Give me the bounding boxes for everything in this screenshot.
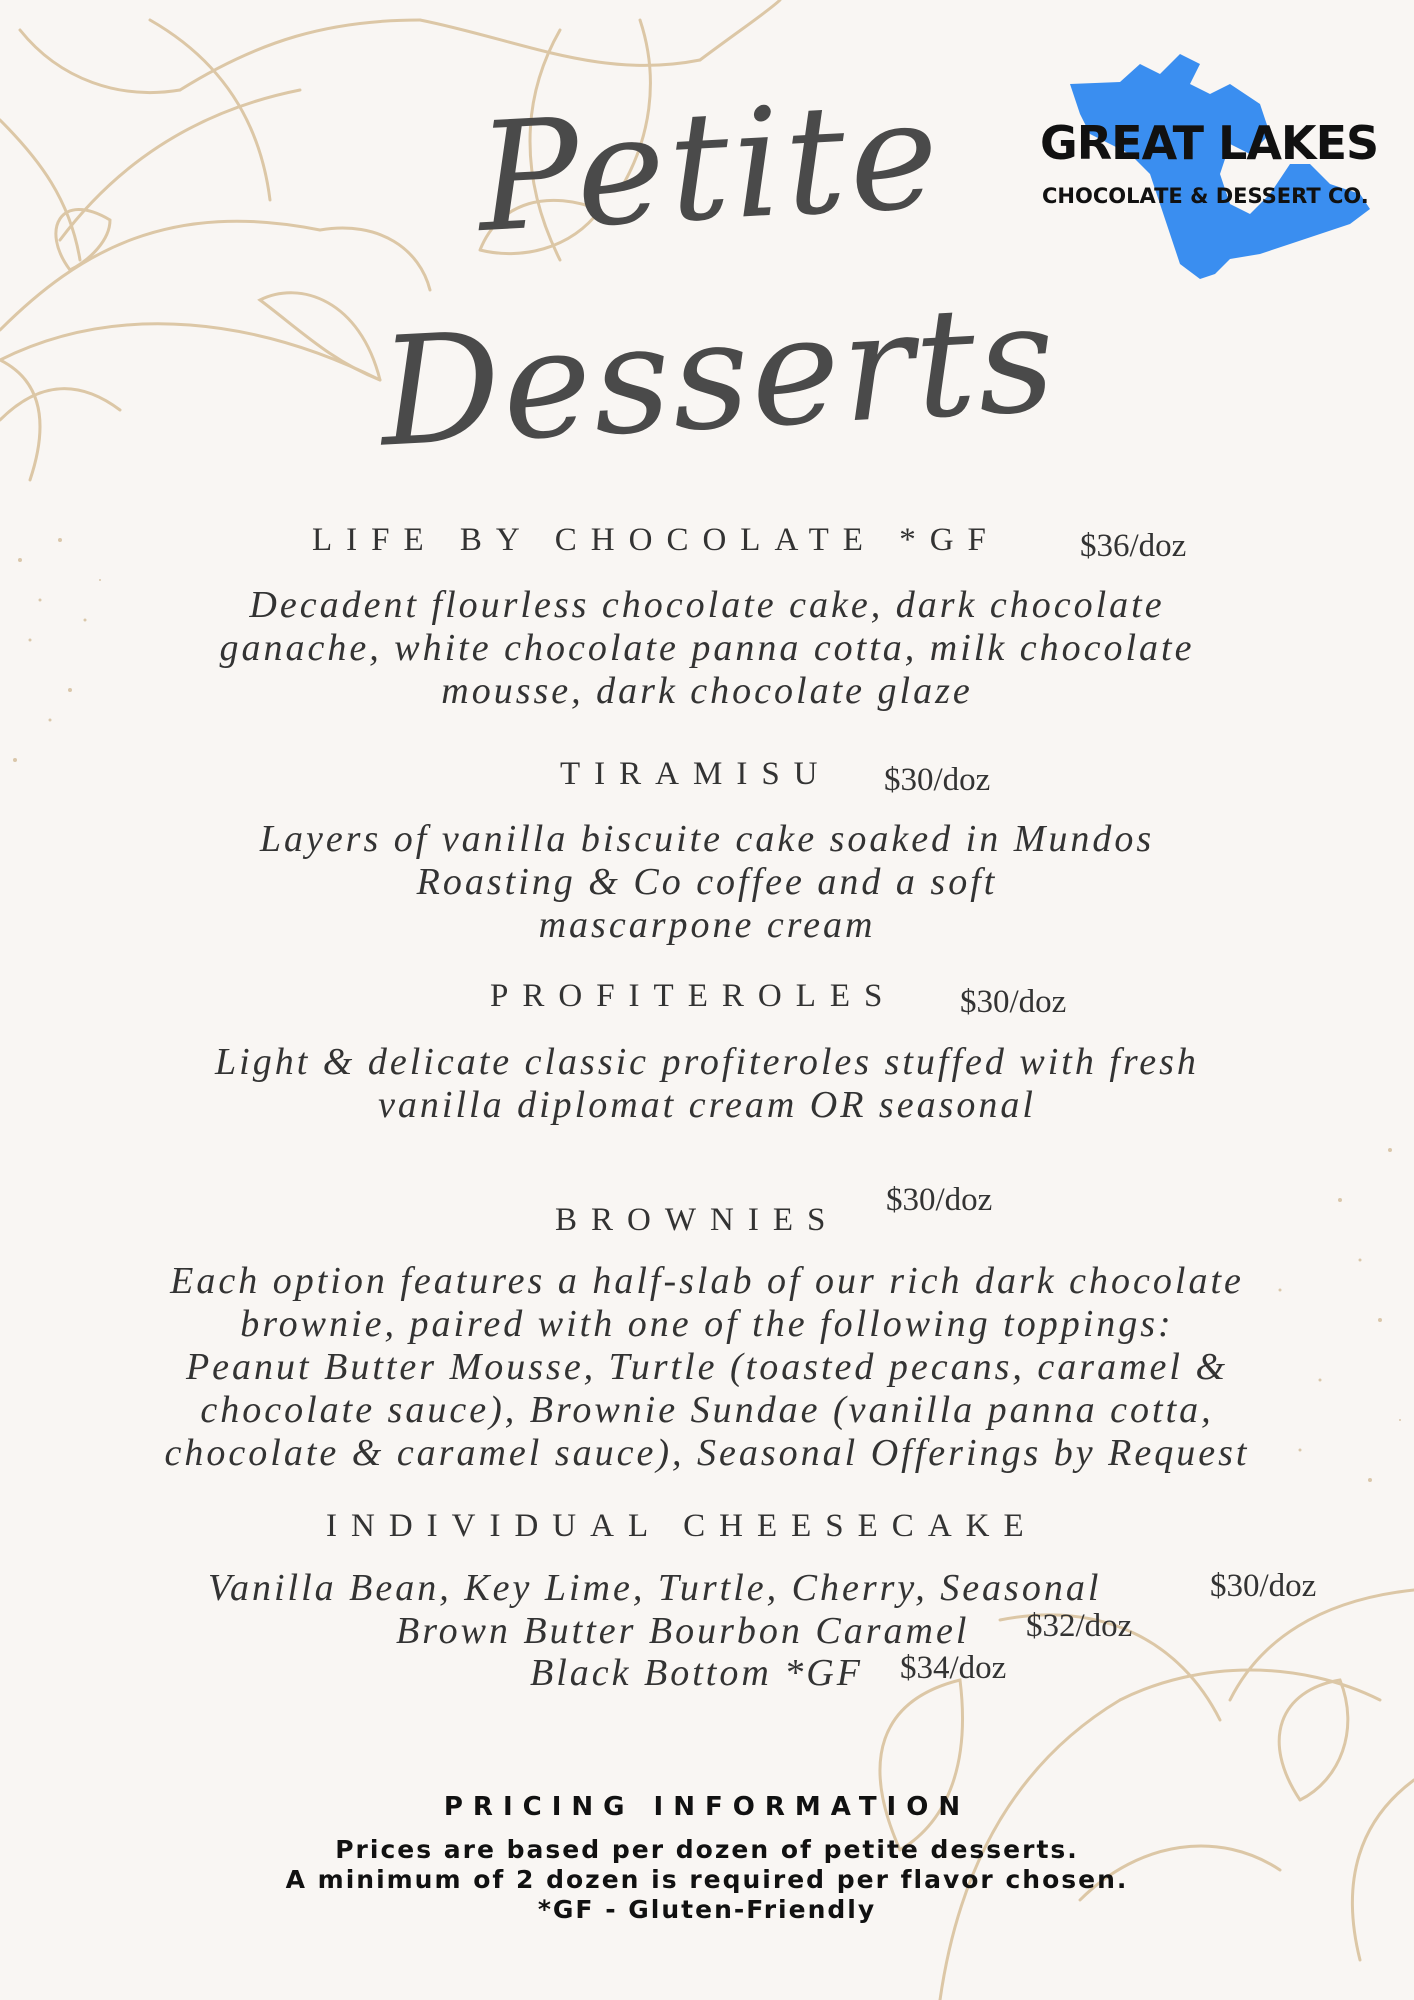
item-description — [100, 584, 1314, 713]
logo-line-2: CHOCOLATE & DESSERT CO. — [1042, 184, 1369, 208]
pricing-info-line: *GF - Gluten-Friendly — [537, 1895, 877, 1924]
pricing-info-line: A minimum of 2 dozen is required per flavor chosen. — [285, 1865, 1129, 1894]
pricing-info-heading: PRICING INFORMATION — [443, 1792, 971, 1822]
item-description — [100, 1041, 1314, 1127]
cheesecake-option: Black Bottom *GF — [530, 1652, 863, 1694]
item-heading: BROWNIES — [555, 1202, 840, 1238]
description-line: Peanut Butter Mousse, Turtle (toasted pecans, caramel & — [185, 1346, 1229, 1388]
description-line: mascarpone cream — [538, 904, 876, 946]
cheesecake-option: Brown Butter Bourbon Caramel — [396, 1610, 970, 1652]
item-price: $30/doz — [886, 1182, 993, 1218]
description-line: chocolate sauce), Brownie Sundae (vanilla panna cotta, — [200, 1389, 1214, 1431]
cheesecake-price: $30/doz — [1210, 1568, 1317, 1604]
description-line: Layers of vanilla biscuite cake soaked in Mundos — [259, 818, 1155, 860]
cheesecake-option: Vanilla Bean, Key Lime, Turtle, Cherry, Seasonal — [208, 1567, 1102, 1609]
item-price: $30/doz — [960, 984, 1067, 1020]
pricing-info-text — [0, 1835, 1414, 1925]
description-line: ganache, white chocolate panna cotta, milk chocolate — [219, 627, 1195, 669]
item-description — [100, 1260, 1314, 1475]
item-heading: LIFE BY CHOCOLATE *GF — [312, 522, 1000, 558]
item-description — [100, 818, 1314, 947]
item-heading: PROFITEROLES — [490, 978, 897, 1014]
description-line: Light & delicate classic profiteroles stuffed with fresh — [215, 1041, 1199, 1083]
brand-logo — [1030, 44, 1390, 284]
description-line: vanilla diplomat cream OR seasonal — [378, 1084, 1036, 1126]
title-line-2: Desserts — [375, 271, 1061, 481]
item-heading: INDIVIDUAL CHEESECAKE — [326, 1508, 1038, 1544]
logo-line-1: GREAT LAKES — [1040, 116, 1379, 170]
description-line: Decadent flourless chocolate cake, dark chocolate — [249, 584, 1165, 626]
item-price: $36/doz — [1080, 528, 1187, 564]
description-line: Roasting & Co coffee and a soft — [416, 861, 998, 903]
description-line: Each option features a half-slab of our rich dark chocolate — [170, 1260, 1244, 1302]
title-line-1: Petite — [473, 67, 947, 267]
pricing-info-line: Prices are based per dozen of petite desserts. — [335, 1835, 1079, 1864]
item-price: $30/doz — [884, 762, 991, 798]
description-line: mousse, dark chocolate glaze — [441, 670, 973, 712]
cheesecake-price: $34/doz — [900, 1650, 1007, 1686]
cheesecake-price: $32/doz — [1026, 1608, 1133, 1644]
item-heading: TIRAMISU — [560, 756, 832, 792]
description-line: brownie, paired with one of the following toppings: — [240, 1303, 1174, 1345]
description-line: chocolate & caramel sauce), Seasonal Offerings by Request — [164, 1432, 1250, 1474]
